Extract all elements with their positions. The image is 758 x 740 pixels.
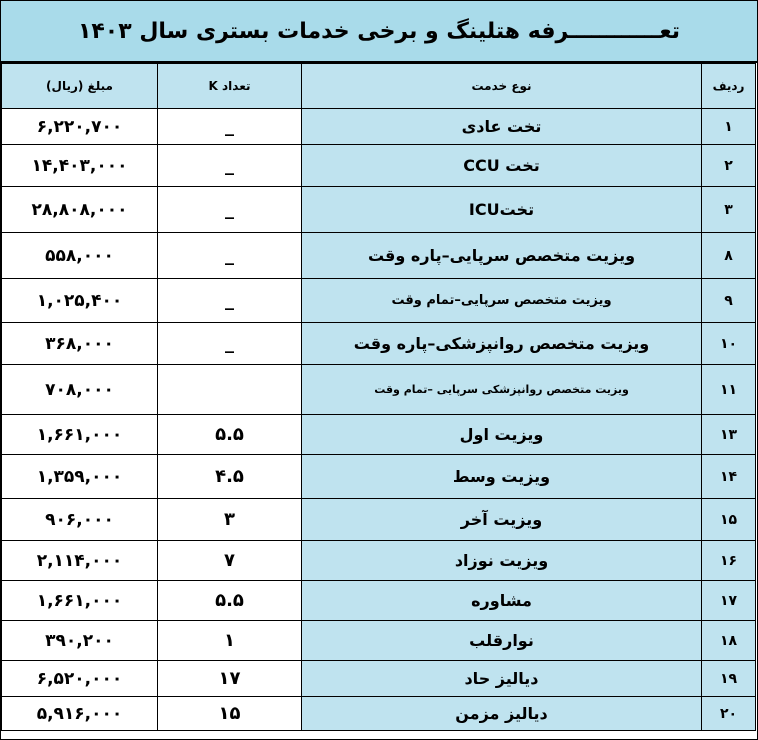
service-name: ویزیت متخصص سرپایی–پاره وقت (302, 233, 702, 279)
row-number: ۱۶ (702, 541, 756, 581)
row-number: ۱۸ (702, 621, 756, 661)
service-name: مشاوره (302, 581, 702, 621)
row-number: ۲ (702, 145, 756, 187)
amount-rial: ۵۵۸,۰۰۰ (2, 233, 158, 279)
amount-rial: ۳۹۰,۲۰۰ (2, 621, 158, 661)
row-number: ۳ (702, 187, 756, 233)
table-row (2, 415, 756, 455)
table-title: تعــــــــــــرفه هتلینگ و برخی خدمات بستری سال ۱۴۰۳ (1, 1, 757, 63)
amount-rial: ۶,۲۲۰,۷۰۰ (2, 109, 158, 145)
k-count: _ (158, 187, 302, 233)
service-name: ویزیت وسط (302, 455, 702, 499)
row-number: ۲۰ (702, 697, 756, 731)
k-count: _ (158, 279, 302, 323)
table-row (2, 109, 756, 145)
header-row-number: ردیف (702, 64, 756, 109)
table-row (2, 323, 756, 365)
k-count: ۱۷ (158, 661, 302, 697)
table-row (2, 145, 756, 187)
table-row (2, 455, 756, 499)
service-name: نوارقلب (302, 621, 702, 661)
table-row (2, 661, 756, 697)
header-service: نوع خدمت (302, 64, 702, 109)
service-name: دیالیز مزمن (302, 697, 702, 731)
row-number: ۱۳ (702, 415, 756, 455)
service-name: ویزیت نوزاد (302, 541, 702, 581)
table-row (2, 279, 756, 323)
service-name: ویزیت متخصص روانپزشکی سرپایی –تمام وقت (302, 365, 702, 415)
amount-rial: ۳۶۸,۰۰۰ (2, 323, 158, 365)
row-number: ۹ (702, 279, 756, 323)
k-count (158, 365, 302, 415)
header-count: تعداد K (158, 64, 302, 109)
row-number: ۱۵ (702, 499, 756, 541)
k-count: _ (158, 233, 302, 279)
tariff-table (1, 63, 756, 731)
k-count: ۴.۵ (158, 455, 302, 499)
table-row (2, 499, 756, 541)
table-row (2, 541, 756, 581)
amount-rial: ۱۴,۴۰۳,۰۰۰ (2, 145, 158, 187)
service-name: دیالیز حاد (302, 661, 702, 697)
k-count: ۵.۵ (158, 581, 302, 621)
row-number: ۱۹ (702, 661, 756, 697)
service-name: ویزیت اول (302, 415, 702, 455)
header-amount: مبلغ (ریال) (2, 64, 158, 109)
k-count: _ (158, 323, 302, 365)
amount-rial: ۱,۶۶۱,۰۰۰ (2, 581, 158, 621)
row-number: ۸ (702, 233, 756, 279)
amount-rial: ۱,۶۶۱,۰۰۰ (2, 415, 158, 455)
table-row (2, 697, 756, 731)
k-count: ۱۵ (158, 697, 302, 731)
k-count: ۵.۵ (158, 415, 302, 455)
amount-rial: ۲,۱۱۴,۰۰۰ (2, 541, 158, 581)
table-row (2, 365, 756, 415)
table-row (2, 621, 756, 661)
amount-rial: ۲۸,۸۰۸,۰۰۰ (2, 187, 158, 233)
k-count: _ (158, 145, 302, 187)
k-count: _ (158, 109, 302, 145)
table-row (2, 581, 756, 621)
amount-rial: ۹۰۶,۰۰۰ (2, 499, 158, 541)
row-number: ۱۰ (702, 323, 756, 365)
amount-rial: ۷۰۸,۰۰۰ (2, 365, 158, 415)
service-name: ویزیت متخصص سرپایی–تمام وقت (302, 279, 702, 323)
row-number: ۱ (702, 109, 756, 145)
k-count: ۱ (158, 621, 302, 661)
row-number: ۱۴ (702, 455, 756, 499)
service-name: تخت CCU (302, 145, 702, 187)
amount-rial: ۱,۰۲۵,۴۰۰ (2, 279, 158, 323)
amount-rial: ۱,۳۵۹,۰۰۰ (2, 455, 158, 499)
row-number: ۱۷ (702, 581, 756, 621)
k-count: ۷ (158, 541, 302, 581)
amount-rial: ۶,۵۲۰,۰۰۰ (2, 661, 158, 697)
table-row (2, 233, 756, 279)
amount-rial: ۵,۹۱۶,۰۰۰ (2, 697, 158, 731)
service-name: تختICU (302, 187, 702, 233)
service-name: ویزیت آخر (302, 499, 702, 541)
service-name: تخت عادی (302, 109, 702, 145)
header-row (2, 64, 756, 109)
service-name: ویزیت متخصص روانپزشکی–پاره وقت (302, 323, 702, 365)
row-number: ۱۱ (702, 365, 756, 415)
k-count: ۳ (158, 499, 302, 541)
table-row (2, 187, 756, 233)
